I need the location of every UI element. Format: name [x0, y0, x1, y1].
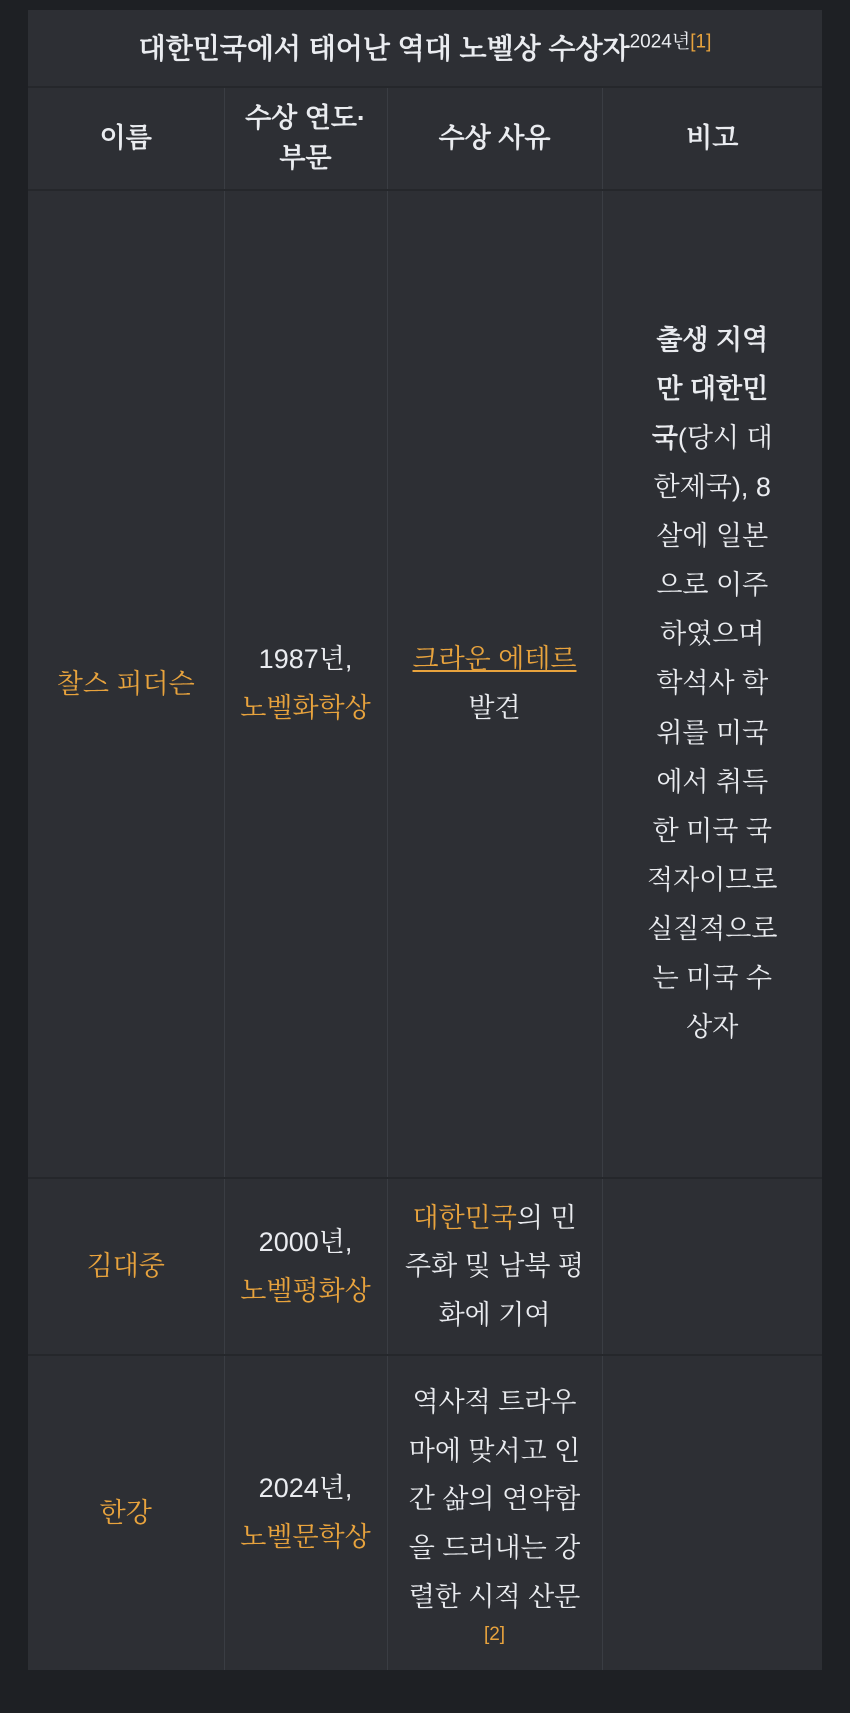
column-header-name: 이름: [28, 87, 224, 190]
award-year-text: 2000년,: [258, 1226, 353, 1257]
award-category-link[interactable]: 노벨화학상: [240, 693, 371, 723]
laureate-name-link[interactable]: 한강: [99, 1497, 152, 1528]
note-text-bold: 출생 지역만 대한민국: [651, 324, 769, 453]
column-header-notes: 비고: [602, 87, 822, 190]
notes-cell-empty: [602, 1355, 822, 1670]
award-year-text: 2024년,: [258, 1473, 353, 1504]
laureate-name-cell: [28, 1178, 224, 1355]
award-year-category-cell: [224, 1178, 387, 1355]
award-year-text: 1987년,: [258, 644, 353, 675]
reason-link[interactable]: 대한민국: [412, 1202, 517, 1233]
laureate-name-link[interactable]: 김대중: [86, 1251, 165, 1282]
table-title: 대한민국에서 태어난 역대 노벨상 수상자: [138, 32, 630, 64]
award-year-category-cell: [224, 1355, 387, 1670]
column-header-year-category: 수상 연도·부문: [224, 87, 387, 190]
reference-link-2[interactable]: [2]: [483, 1624, 506, 1646]
reason-text: 역사적 트라우마에 맞서고 인간 삶의 연약함을 드러내는 강렬한 시적 산문: [408, 1387, 581, 1612]
note-text: (당시 대한제국), 8살에 일본으로 이주하였으며 학석사 학위를 미국에서 취득한 미국 국적자이므로 실질적으로는 미국 수상자: [647, 422, 778, 1043]
table-title-row: [28, 10, 822, 87]
reason-text: 의 민주화 및 남북 평화에 기여: [405, 1202, 584, 1330]
award-year-category-cell: [224, 190, 387, 1178]
table-header-row: [28, 87, 822, 190]
notes-cell-empty: [602, 1178, 822, 1355]
award-category-link[interactable]: 노벨평화상: [240, 1275, 371, 1306]
laureate-row-hankang: [28, 1355, 822, 1670]
award-reason-cell: [387, 1178, 602, 1355]
nobel-laureates-table: [28, 10, 822, 1670]
reason-text: 발견: [468, 693, 521, 723]
laureate-name-cell: [28, 190, 224, 1178]
award-category-link[interactable]: 노벨문학상: [240, 1522, 371, 1552]
laureate-row-pedersen: [28, 190, 822, 1178]
notes-cell: [602, 190, 822, 1178]
award-reason-cell: [387, 1355, 602, 1670]
laureate-row-kimdaejung: [28, 1178, 822, 1355]
table-title-cell: [28, 10, 822, 87]
title-year-superscript: 2024년: [629, 31, 691, 53]
award-reason-cell: [387, 190, 602, 1178]
reason-link[interactable]: 크라운 에테르: [412, 644, 577, 675]
column-header-reason: 수상 사유: [387, 87, 602, 190]
reference-link-1[interactable]: [1]: [690, 31, 712, 53]
laureate-name-cell: [28, 1355, 224, 1670]
laureate-name-link[interactable]: 찰스 피더슨: [56, 668, 195, 699]
